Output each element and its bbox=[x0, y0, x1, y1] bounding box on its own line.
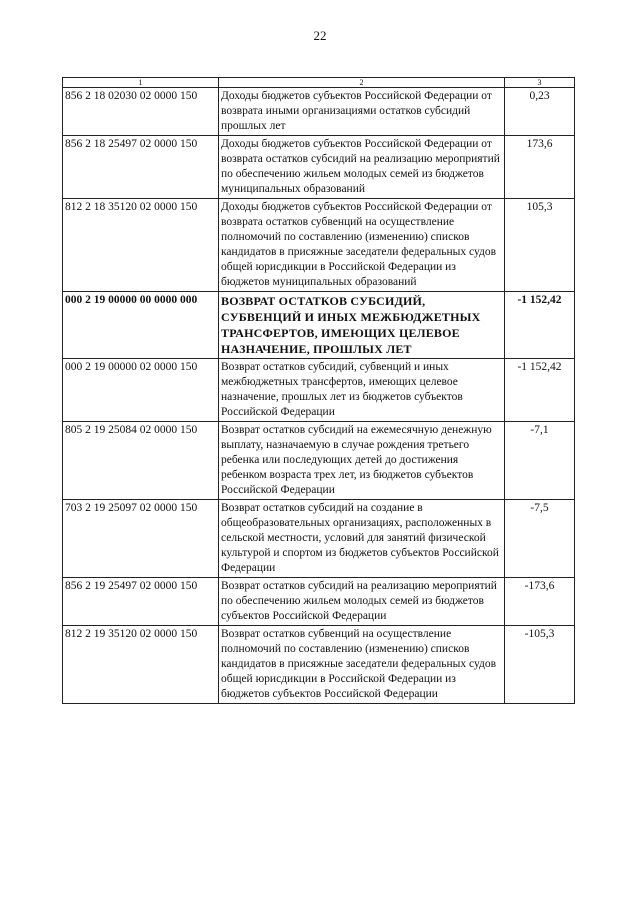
row-amount: -1 152,42 bbox=[505, 292, 575, 359]
row-description: Возврат остатков субсидий на реализацию мероприятий по обеспечению жильем молодых семей из бюджетов субъектов Российской Федерации bbox=[219, 578, 505, 626]
row-amount: -7,1 bbox=[505, 422, 575, 500]
row-description: Доходы бюджетов субъектов Российской Федерации от возврата иными организациями остатков субсидий прошлых лет bbox=[219, 88, 505, 136]
column-header-code: 1 bbox=[63, 78, 219, 88]
row-description: Доходы бюджетов субъектов Российской Федерации от возврата остатков субвенций на осуществление полномочий по составлению (изменению) списков кандидатов в присяжные заседатели федеральных судов общей юрисдикции в Российской Федерации из бюджетов муниципальных образований bbox=[219, 199, 505, 292]
row-amount: 0,23 bbox=[505, 88, 575, 136]
row-description: Доходы бюджетов субъектов Российской Федерации от возврата остатков субсидий на реализацию мероприятий по обеспечению жильем молодых семей из бюджетов муниципальных образований bbox=[219, 136, 505, 199]
row-code: 856 2 19 25497 02 0000 150 bbox=[63, 578, 219, 626]
page-number: 22 bbox=[313, 28, 327, 43]
column-header-amount: 3 bbox=[505, 78, 575, 88]
table-row bbox=[63, 136, 575, 199]
row-code: 805 2 19 25084 02 0000 150 bbox=[63, 422, 219, 500]
row-amount: -1 152,42 bbox=[505, 359, 575, 422]
table-row bbox=[63, 359, 575, 422]
row-code: 703 2 19 25097 02 0000 150 bbox=[63, 500, 219, 578]
row-code: 856 2 18 25497 02 0000 150 bbox=[63, 136, 219, 199]
table-row bbox=[63, 199, 575, 292]
table-section-row bbox=[63, 292, 575, 359]
row-description: Возврат остатков субсидий на создание в общеобразовательных организациях, расположенных в сельской местности, условий для занятий физической культурой и спортом из бюджетов субъектов Российской Федерации bbox=[219, 500, 505, 578]
row-code: 000 2 19 00000 02 0000 150 bbox=[63, 359, 219, 422]
table-header-row bbox=[63, 78, 575, 88]
budget-table bbox=[62, 77, 575, 704]
table-row bbox=[63, 626, 575, 704]
row-description: ВОЗВРАТ ОСТАТКОВ СУБСИДИЙ, СУБВЕНЦИЙ И ИНЫХ МЕЖБЮДЖЕТНЫХ ТРАНСФЕРТОВ, ИМЕЮЩИХ ЦЕЛЕВОЕ НАЗНАЧЕНИЕ, ПРОШЛЫХ ЛЕТ bbox=[219, 292, 505, 359]
row-amount: -173,6 bbox=[505, 578, 575, 626]
row-description: Возврат остатков субсидий, субвенций и иных межбюджетных трансфертов, имеющих целевое назначение, прошлых лет из бюджетов субъектов Российской Федерации bbox=[219, 359, 505, 422]
row-amount: 173,6 bbox=[505, 136, 575, 199]
row-code: 856 2 18 02030 02 0000 150 bbox=[63, 88, 219, 136]
table-row bbox=[63, 422, 575, 500]
table-row bbox=[63, 88, 575, 136]
row-description: Возврат остатков субвенций на осуществление полномочий по составлению (изменению) списков кандидатов в присяжные заседатели федеральных судов общей юрисдикции в Российской Федерации из бюджетов субъектов Российской Федерации bbox=[219, 626, 505, 704]
table-row bbox=[63, 500, 575, 578]
row-code: 000 2 19 00000 00 0000 000 bbox=[63, 292, 219, 359]
column-header-description: 2 bbox=[219, 78, 505, 88]
table-row bbox=[63, 578, 575, 626]
row-code: 812 2 19 35120 02 0000 150 bbox=[63, 626, 219, 704]
row-amount: 105,3 bbox=[505, 199, 575, 292]
row-code: 812 2 18 35120 02 0000 150 bbox=[63, 199, 219, 292]
row-description: Возврат остатков субсидий на ежемесячную денежную выплату, назначаемую в случае рождения третьего ребенка или последующих детей до достижения ребенком возраста трех лет, из бюджетов субъектов Российской Федерации bbox=[219, 422, 505, 500]
row-amount: -7,5 bbox=[505, 500, 575, 578]
row-amount: -105,3 bbox=[505, 626, 575, 704]
